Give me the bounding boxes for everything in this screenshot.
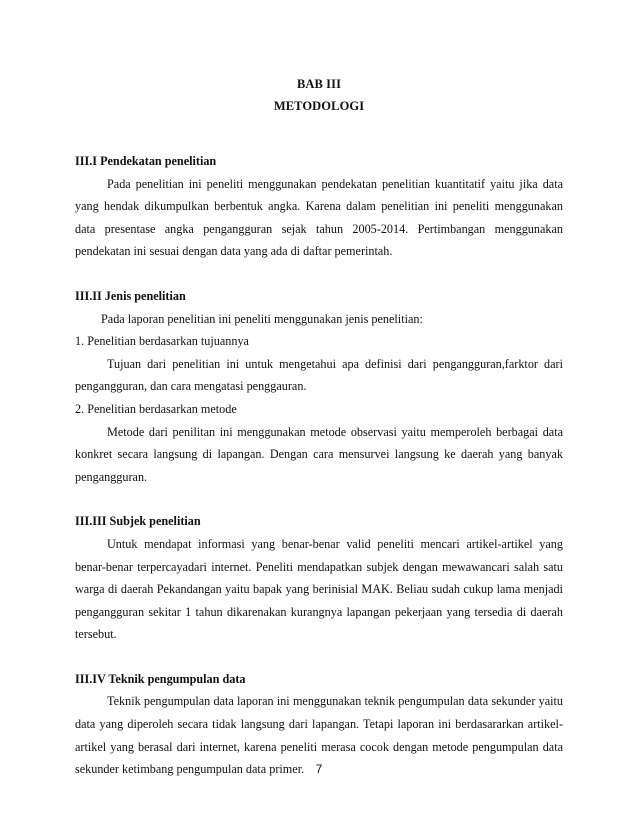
page-number: 7 xyxy=(315,762,323,776)
section-heading-teknik: III.IV Teknik pengumpulan data xyxy=(75,671,246,686)
chapter-title: METODOLOGI xyxy=(273,99,365,113)
section-paragraph-teknik: Teknik pengumpulan data laporan ini menggunakan teknik pengumpulan data sekunder yaitu data yang diperoleh secara tidak langsung dari lapangan. Tetapi laporan ini berdasararkan artikel-artikel yang berasal dari internet, karena peneliti merasa cocok dengan metode pengumpulan data sekunder ketimbang pengumpulan data primer. xyxy=(75,694,563,777)
section-spacer xyxy=(75,263,563,285)
document-body xyxy=(75,150,563,781)
chapter-label: BAB III xyxy=(296,77,342,91)
section-paragraph-subjek: Untuk mendapat informasi yang benar-benar valid peneliti mencari artikel-artikel yang benar-benar terpercayadari internet. Peneliti mendapatkan subjek dengan mewawancari salah satu warga di daerah Pekandangan yaitu bapak yang berinisial MAK. Beliau sudah cukup lama menjadi pengangguran sekitar 1 tahun dikarenakan kurangnya lapangan pekerjaan yang tersedia di daerah tersebut. xyxy=(75,536,563,642)
list-item-label-metode: 2. Penelitian berdasarkan metode xyxy=(75,401,237,416)
section-spacer xyxy=(75,488,563,510)
section-intro-jenis: Pada laporan penelitian ini peneliti menggunakan jenis penelitian: xyxy=(101,311,423,326)
section-paragraph-pendekatan: Pada penelitian ini peneliti menggunakan pendekatan penelitian kuantitatif yaitu jika data yang hendak dikumpulkan berbentuk angka. Karena dalam penelitian ini peneliti menggunakan data presentase angka pengangguran sejak tahun 2005-2014. Pertimbangan menggunakan pendekatan ini sesuai dengan data yang ada di daftar pemerintah. xyxy=(75,176,563,259)
list-item-label-tujuan: 1. Penelitian berdasarkan tujuannya xyxy=(75,334,249,349)
section-heading-subjek: III.III Subjek penelitian xyxy=(75,514,201,529)
list-item-text-metode: Metode dari penilitan ini menggunakan metode observasi yaitu memperoleh berbagai data konkret secara langsung di lapangan. Dengan cara mensurvei langsung ke daerah yang banyak pengangguran. xyxy=(75,424,563,484)
section-spacer xyxy=(75,646,563,668)
section-heading-pendekatan: III.I Pendekatan penelitian xyxy=(75,154,217,168)
section-heading-jenis: III.II Jenis penelitian xyxy=(75,288,186,303)
list-item-text-tujuan: Tujuan dari penelitian ini untuk mengetahui apa definisi dari pengangguran,farktor dari pengangguran, dan cara mengatasi penggauran. xyxy=(75,356,563,394)
